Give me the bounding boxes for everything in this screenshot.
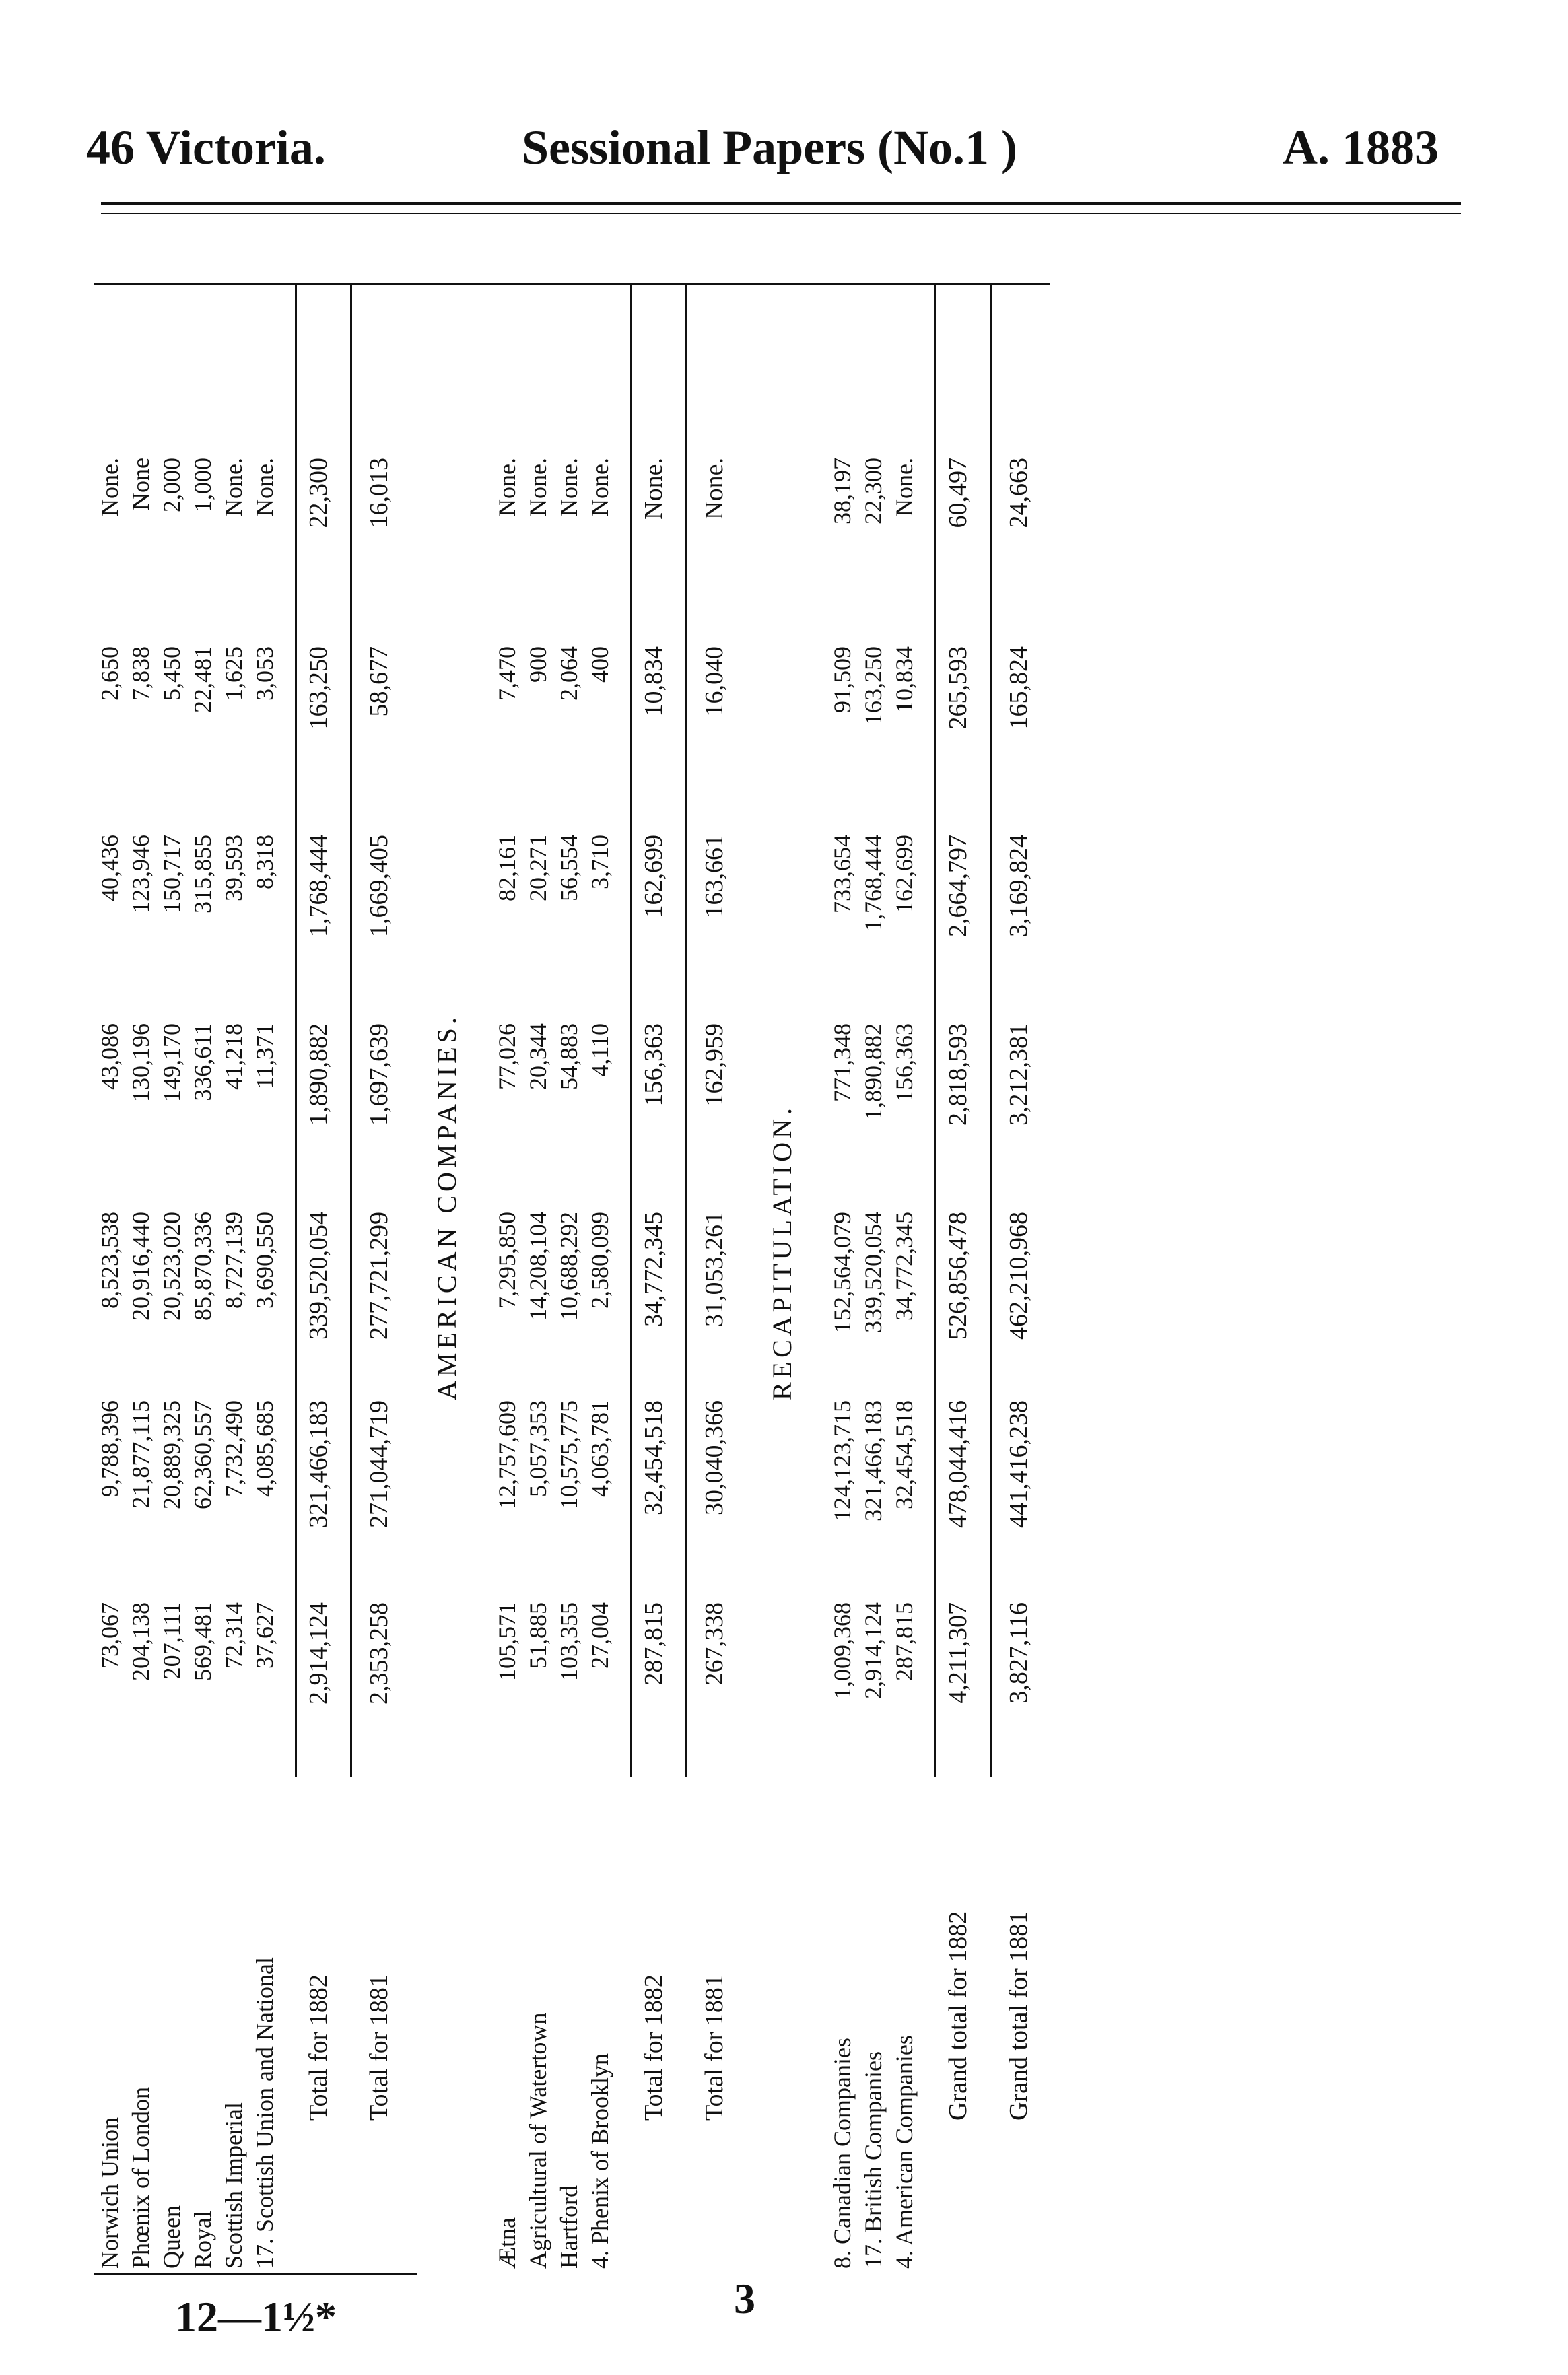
value-cell: 91,509 [829,646,856,713]
value-cell: 77,026 [493,1023,520,1090]
table-row [553,283,584,2275]
row-label: Grand total for 1882 [944,1911,972,2121]
value-cell: 41,218 [220,1023,247,1090]
table-row [858,283,889,2275]
row-label: Royal [189,2211,216,2269]
value-cell: 336,611 [189,1023,216,1101]
value-cell: 277,721,299 [365,1212,393,1340]
value-cell: 73,067 [96,1602,123,1669]
row-label: Total for 1882 [640,1974,668,2121]
total-rule [990,283,992,1777]
row-label: Total for 1881 [365,1974,393,2121]
value-cell: 54,883 [555,1023,582,1090]
value-cell: 3,690,550 [251,1212,278,1309]
value-cell: 1,625 [220,646,247,701]
value-cell: None. [524,458,551,516]
table-row [522,283,553,2275]
value-cell: 271,044,719 [365,1400,393,1528]
value-cell: 62,360,557 [189,1400,216,1509]
value-cell: 16,013 [365,458,393,528]
value-cell: 1,890,882 [304,1023,333,1126]
value-cell: 12,757,609 [493,1400,520,1509]
value-cell: 8,318 [251,835,278,889]
value-cell: None. [891,458,918,516]
value-cell: 771,348 [829,1023,856,1102]
value-cell: 56,554 [555,835,582,901]
value-cell: 4,110 [586,1023,613,1077]
value-cell: 1,000 [189,458,216,512]
total-row [364,283,395,2275]
total-row [638,283,669,2275]
value-cell: 20,344 [524,1023,551,1090]
value-cell: 339,520,054 [860,1212,887,1333]
value-cell: 31,053,261 [700,1212,728,1327]
total-rule [630,283,632,1777]
value-cell: 1,890,882 [860,1023,887,1120]
value-cell: 162,959 [700,1023,728,1107]
value-cell: 2,064 [555,646,582,701]
value-cell: 150,717 [158,835,185,914]
value-cell: 204,138 [127,1602,154,1681]
value-cell: 34,772,345 [640,1212,668,1327]
value-cell: 34,772,345 [891,1212,918,1321]
total-rule [295,283,297,1777]
value-cell: 163,250 [860,646,887,725]
value-cell: 3,169,824 [1004,835,1033,937]
value-cell: 733,654 [829,835,856,914]
value-cell: 287,815 [891,1602,918,1681]
table-row [249,283,280,2275]
value-cell: 43,086 [96,1023,123,1090]
value-cell: 2,353,258 [365,1602,393,1705]
value-cell: 3,212,381 [1004,1023,1033,1126]
value-cell: 20,523,020 [158,1212,185,1321]
value-cell: 1,009,368 [829,1602,856,1699]
value-cell: None. [251,458,278,516]
header-center: Sessional Papers (No.1 ) [522,121,1017,174]
row-label: 4. Phenix of Brooklyn [586,2053,613,2269]
value-cell: 58,677 [365,646,393,717]
value-cell: 156,363 [640,1023,668,1107]
row-label: Total for 1882 [304,1974,333,2121]
value-cell: 123,946 [127,835,154,914]
value-cell: 10,834 [640,646,668,717]
value-cell: 163,661 [700,835,728,918]
value-cell: 32,454,518 [640,1400,668,1515]
table-row [94,283,125,2275]
total-rule [934,283,936,1777]
value-cell: None. [640,458,668,520]
table-row [125,283,156,2275]
value-cell: 339,520,054 [304,1212,333,1340]
value-cell: 162,699 [640,835,668,918]
row-label: 17. Scottish Union and National [251,1957,278,2269]
value-cell: 152,564,079 [829,1212,856,1333]
value-cell: 20,271 [524,835,551,901]
value-cell: 27,004 [586,1602,613,1669]
header-right: A. 1883 [1283,121,1439,174]
value-cell: 7,470 [493,646,520,701]
value-cell: 3,053 [251,646,278,701]
value-cell: 22,300 [304,458,333,528]
value-cell: 16,040 [700,646,728,717]
table-row [218,283,249,2275]
value-cell: 37,627 [251,1602,278,1669]
value-cell: 22,481 [189,646,216,713]
signature-mark: 12—1½* [175,2293,337,2341]
value-cell: 2,664,797 [944,835,972,937]
value-cell: 267,338 [700,1602,728,1686]
value-cell: None. [586,458,613,516]
value-cell: 1,768,444 [304,835,333,937]
value-cell: None. [555,458,582,516]
value-cell: 462,210,968 [1004,1212,1033,1340]
value-cell: 51,885 [524,1602,551,1669]
table-row [584,283,615,2275]
value-cell: 321,466,183 [304,1400,333,1528]
value-cell: None. [96,458,123,516]
page-number: 3 [734,2275,755,2322]
value-cell: 103,355 [555,1602,582,1681]
value-cell: 441,416,238 [1004,1400,1033,1528]
value-cell: 3,710 [586,835,613,889]
value-cell: 4,085,685 [251,1400,278,1497]
value-cell: 8,727,139 [220,1212,247,1309]
value-cell: 72,314 [220,1602,247,1669]
value-cell: 7,732,490 [220,1400,247,1497]
table-row [889,283,920,2275]
value-cell: 2,000 [158,458,185,512]
row-label: Total for 1881 [700,1974,728,2121]
value-cell: 2,818,593 [944,1023,972,1126]
value-cell: 149,170 [158,1023,185,1102]
value-cell: 569,481 [189,1602,216,1681]
rotated-table [94,283,1171,2275]
block-rule [94,283,1050,285]
value-cell: 2,914,124 [860,1602,887,1699]
header-rule-bottom [101,213,1461,214]
value-cell: 10,834 [891,646,918,713]
value-cell: 30,040,366 [700,1400,728,1515]
header-left: 46 Victoria. [86,121,326,174]
value-cell: 2,580,099 [586,1212,613,1309]
value-cell: 162,699 [891,835,918,914]
total-row [943,283,974,2275]
value-cell: 478,044,416 [944,1400,972,1528]
value-cell: 105,571 [493,1602,520,1681]
value-cell: 22,300 [860,458,887,524]
row-label: Ætna [493,2217,520,2269]
value-cell: 40,436 [96,835,123,901]
value-cell: 1,669,405 [365,835,393,937]
value-cell: 10,688,292 [555,1212,582,1321]
row-label: Grand total for 1881 [1004,1911,1033,2121]
value-cell: 163,250 [304,646,333,730]
row-label: Queen [158,2205,185,2269]
total-row [699,283,730,2275]
value-cell: 207,111 [158,1602,185,1680]
header-rule-top [101,202,1461,205]
block-rule [94,2273,417,2275]
value-cell: None. [220,458,247,516]
value-cell: 124,123,715 [829,1400,856,1521]
value-cell: 85,870,336 [189,1212,216,1321]
section-heading-american: AMERICAN COMPANIES. [432,1013,462,1400]
value-cell: 130,196 [127,1023,154,1102]
value-cell: 5,450 [158,646,185,701]
value-cell: 4,211,307 [944,1602,972,1704]
value-cell: 315,855 [189,835,216,914]
value-cell: 3,827,116 [1004,1602,1033,1704]
value-cell: 156,363 [891,1023,918,1102]
total-rule [685,283,687,1777]
value-cell: 10,575,775 [555,1400,582,1509]
value-cell: 4,063,781 [586,1400,613,1497]
total-rule [350,283,352,1777]
value-cell: 32,454,518 [891,1400,918,1509]
value-cell: 265,593 [944,646,972,730]
value-cell: 39,593 [220,835,247,901]
value-cell: 20,916,440 [127,1212,154,1321]
value-cell: 2,650 [96,646,123,701]
value-cell: 400 [586,646,613,683]
value-cell: 2,914,124 [304,1602,333,1705]
table-row [827,283,858,2275]
value-cell: 165,824 [1004,646,1033,730]
value-cell: 5,057,353 [524,1400,551,1497]
value-cell: 20,889,325 [158,1400,185,1509]
table-row [187,283,218,2275]
value-cell: 14,208,104 [524,1212,551,1321]
value-cell: 321,466,183 [860,1400,887,1521]
section-heading-recap: RECAPITULATION. [767,1104,797,1400]
value-cell: 7,838 [127,646,154,701]
value-cell: None. [700,458,728,520]
row-label: Agricultural of Watertown [524,2012,551,2269]
row-label: 8. Canadian Companies [829,2038,856,2269]
value-cell: 1,768,444 [860,835,887,932]
value-cell: 21,877,115 [127,1400,154,1509]
value-cell: 526,856,478 [944,1212,972,1340]
value-cell: 900 [524,646,551,683]
value-cell: 7,295,850 [493,1212,520,1309]
row-label: Phœnix of London [127,2087,154,2269]
row-label: 17. British Companies [860,2051,887,2269]
value-cell: 8,523,538 [96,1212,123,1309]
row-label: Hartford [555,2185,582,2269]
value-cell: None. [493,458,520,516]
value-cell: 82,161 [493,835,520,901]
value-cell: 11,371 [251,1023,278,1089]
row-label: Scottish Imperial [220,2102,247,2269]
table-row [491,283,522,2275]
row-label: Norwich Union [96,2117,123,2269]
table-row [156,283,187,2275]
value-cell: 9,788,396 [96,1400,123,1497]
value-cell: 60,497 [944,458,972,528]
total-row [1003,283,1034,2275]
value-cell: 38,197 [829,458,856,524]
value-cell: 287,815 [640,1602,668,1686]
row-label: 4. American Companies [891,2035,918,2269]
value-cell: 1,697,639 [365,1023,393,1126]
value-cell: 24,663 [1004,458,1033,528]
total-row [303,283,334,2275]
value-cell: None [127,458,154,510]
